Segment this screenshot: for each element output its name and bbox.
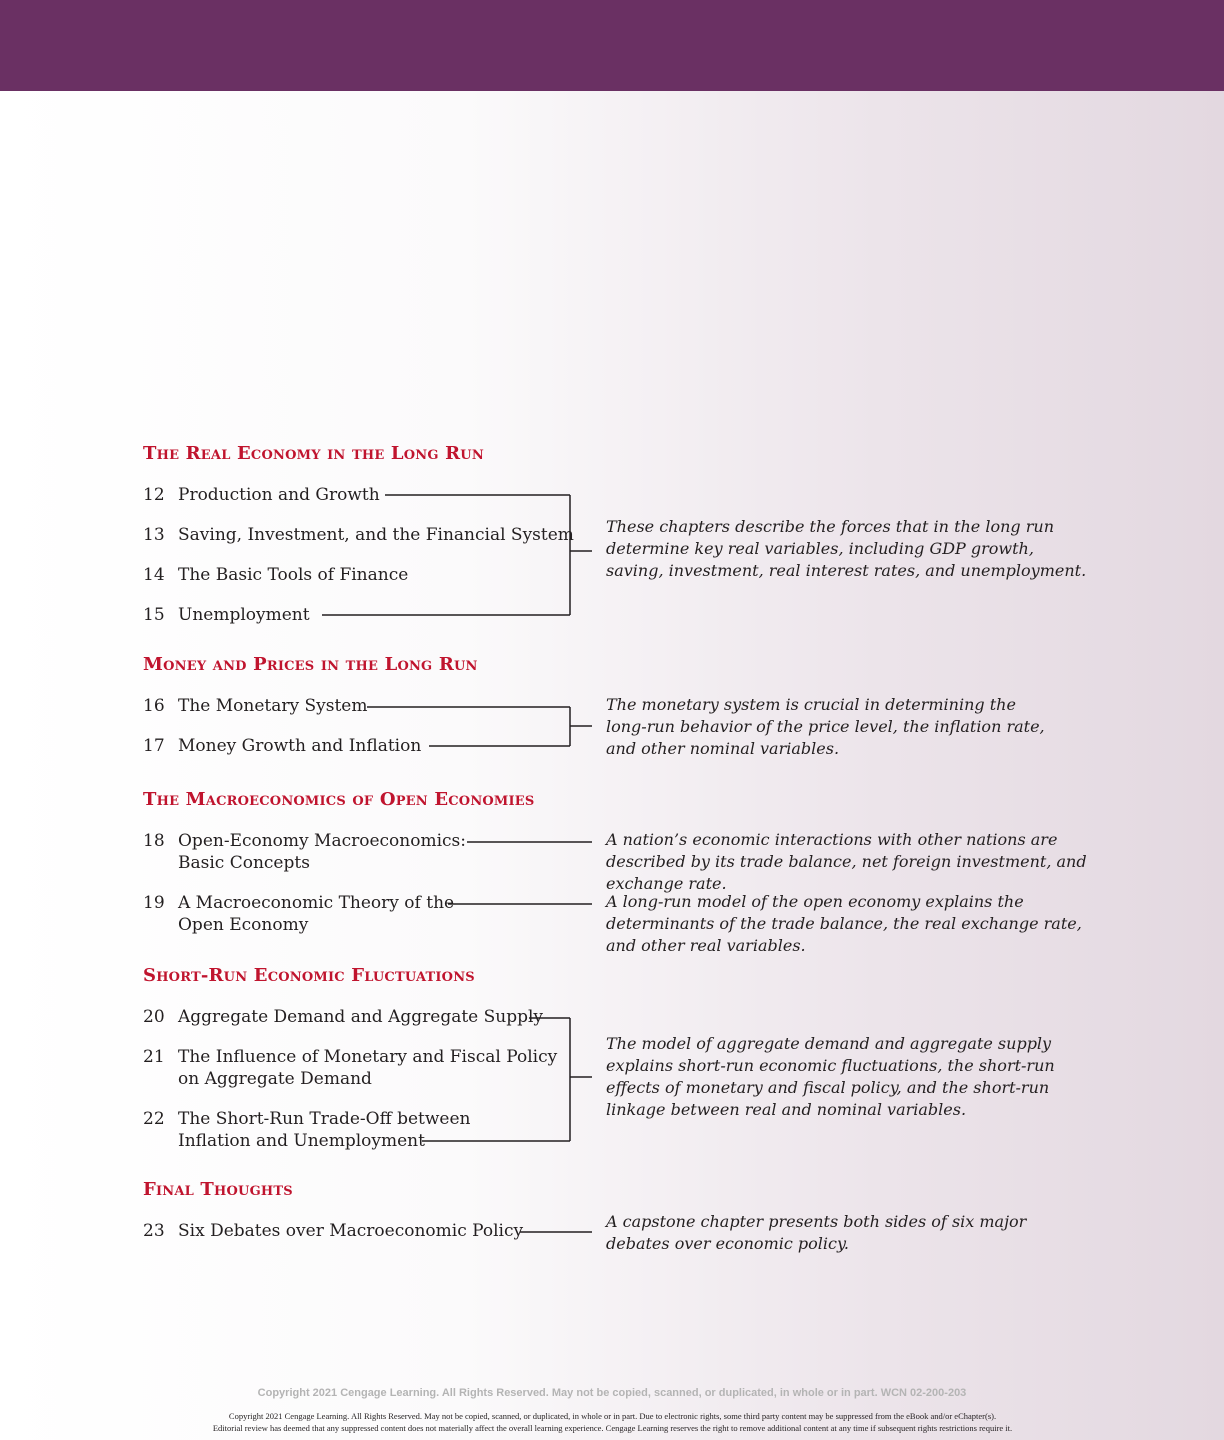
chapter-title-line-2: Basic Concepts [178,853,310,873]
chapter-title-line-1: A Macroeconomic Theory of the [178,893,455,913]
chapter-number: 17 [143,736,165,756]
chapter-title: Production and Growth [178,485,380,505]
section-description: A long-run model of the open economy explains the determinants of the trade balance, the real exchange rate, and other real variables. [606,892,1082,955]
copyright-watermark: Copyright 2021 Cengage Learning. All Rights Reserved. May not be copied, scanned, or duplicated, in whole or in part. WCN 02-200-203 [257,1387,967,1399]
chapter-number: 23 [143,1221,165,1241]
section-description: The monetary system is crucial in determining the long-run behavior of the price level, the inflation rate, and other nominal variables. [606,695,1045,758]
chapter-title: Unemployment [178,605,310,625]
chapter-title: Money Growth and Inflation [178,736,422,756]
section-title-short-run: Short-Run Economic Fluctuations [143,965,475,986]
chapter-title: Saving, Investment, and the Financial System [178,525,574,545]
chapter-title: Aggregate Demand and Aggregate Supply [178,1007,544,1027]
chapter-title-line-2: Inflation and Unemployment [178,1131,425,1151]
chapter-title-line-1: The Short-Run Trade-Off between [178,1109,471,1129]
chapter-title: The Monetary System [178,696,368,716]
section-title-real-economy: The Real Economy in the Long Run [143,443,484,464]
chapter-number: 12 [143,485,165,505]
legal-line-1: Copyright 2021 Cengage Learning. All Rights Reserved. May not be copied, scanned, or duplicated, in whole or in part. Due to electronic rights, some third party content may be suppressed from the eBook and/or eChapter(s). [228,1411,997,1421]
section-title-final-thoughts: Final Thoughts [143,1179,293,1200]
chapter-number: 15 [143,605,165,625]
chapter-title-line-2: Open Economy [178,915,309,935]
chapter-number: 20 [143,1007,165,1027]
chapter-title-line-1: Open-Economy Macroeconomics: [178,831,467,851]
chapter-number: 14 [143,565,165,585]
chapter-title-line-1: The Influence of Monetary and Fiscal Policy [178,1047,558,1067]
chapter-title-line-2: on Aggregate Demand [178,1069,372,1089]
section-description: A nation’s economic interactions with other nations are described by its trade balance, net foreign investment, and exchange rate. [606,830,1087,893]
chapter-number: 13 [143,525,165,545]
chapter-number: 21 [143,1047,165,1067]
chapter-number: 18 [143,831,165,851]
legal-line-2: Editorial review has deemed that any suppressed content does not materially affect the overall learning experience. Cengage Learning reserves the right to remove additional content at any time if subsequent rights restrictions require it. [212,1423,1013,1433]
section-description: The model of aggregate demand and aggregate supply explains short-run economic fluctuations, the short-run effects of monetary and fiscal policy, and the short-run linkage between real and nominal variables. [606,1034,1055,1119]
chapter-number: 16 [143,696,165,716]
section-description: A capstone chapter presents both sides of six major debates over economic policy. [606,1212,1027,1253]
chapter-title: The Basic Tools of Finance [178,565,409,585]
chapter-number: 19 [143,893,165,913]
copyright-legal-notice [140,1410,1085,1434]
chapter-number: 22 [143,1109,165,1129]
section-title-open-economies: The Macroeconomics of Open Economies [143,789,535,810]
chapter-title: Six Debates over Macroeconomic Policy [178,1221,524,1241]
section-description: These chapters describe the forces that in the long run determine key real variables, including GDP growth, saving, investment, real interest rates, and unemployment. [606,517,1087,580]
section-title-money-prices: Money and Prices in the Long Run [143,654,478,675]
